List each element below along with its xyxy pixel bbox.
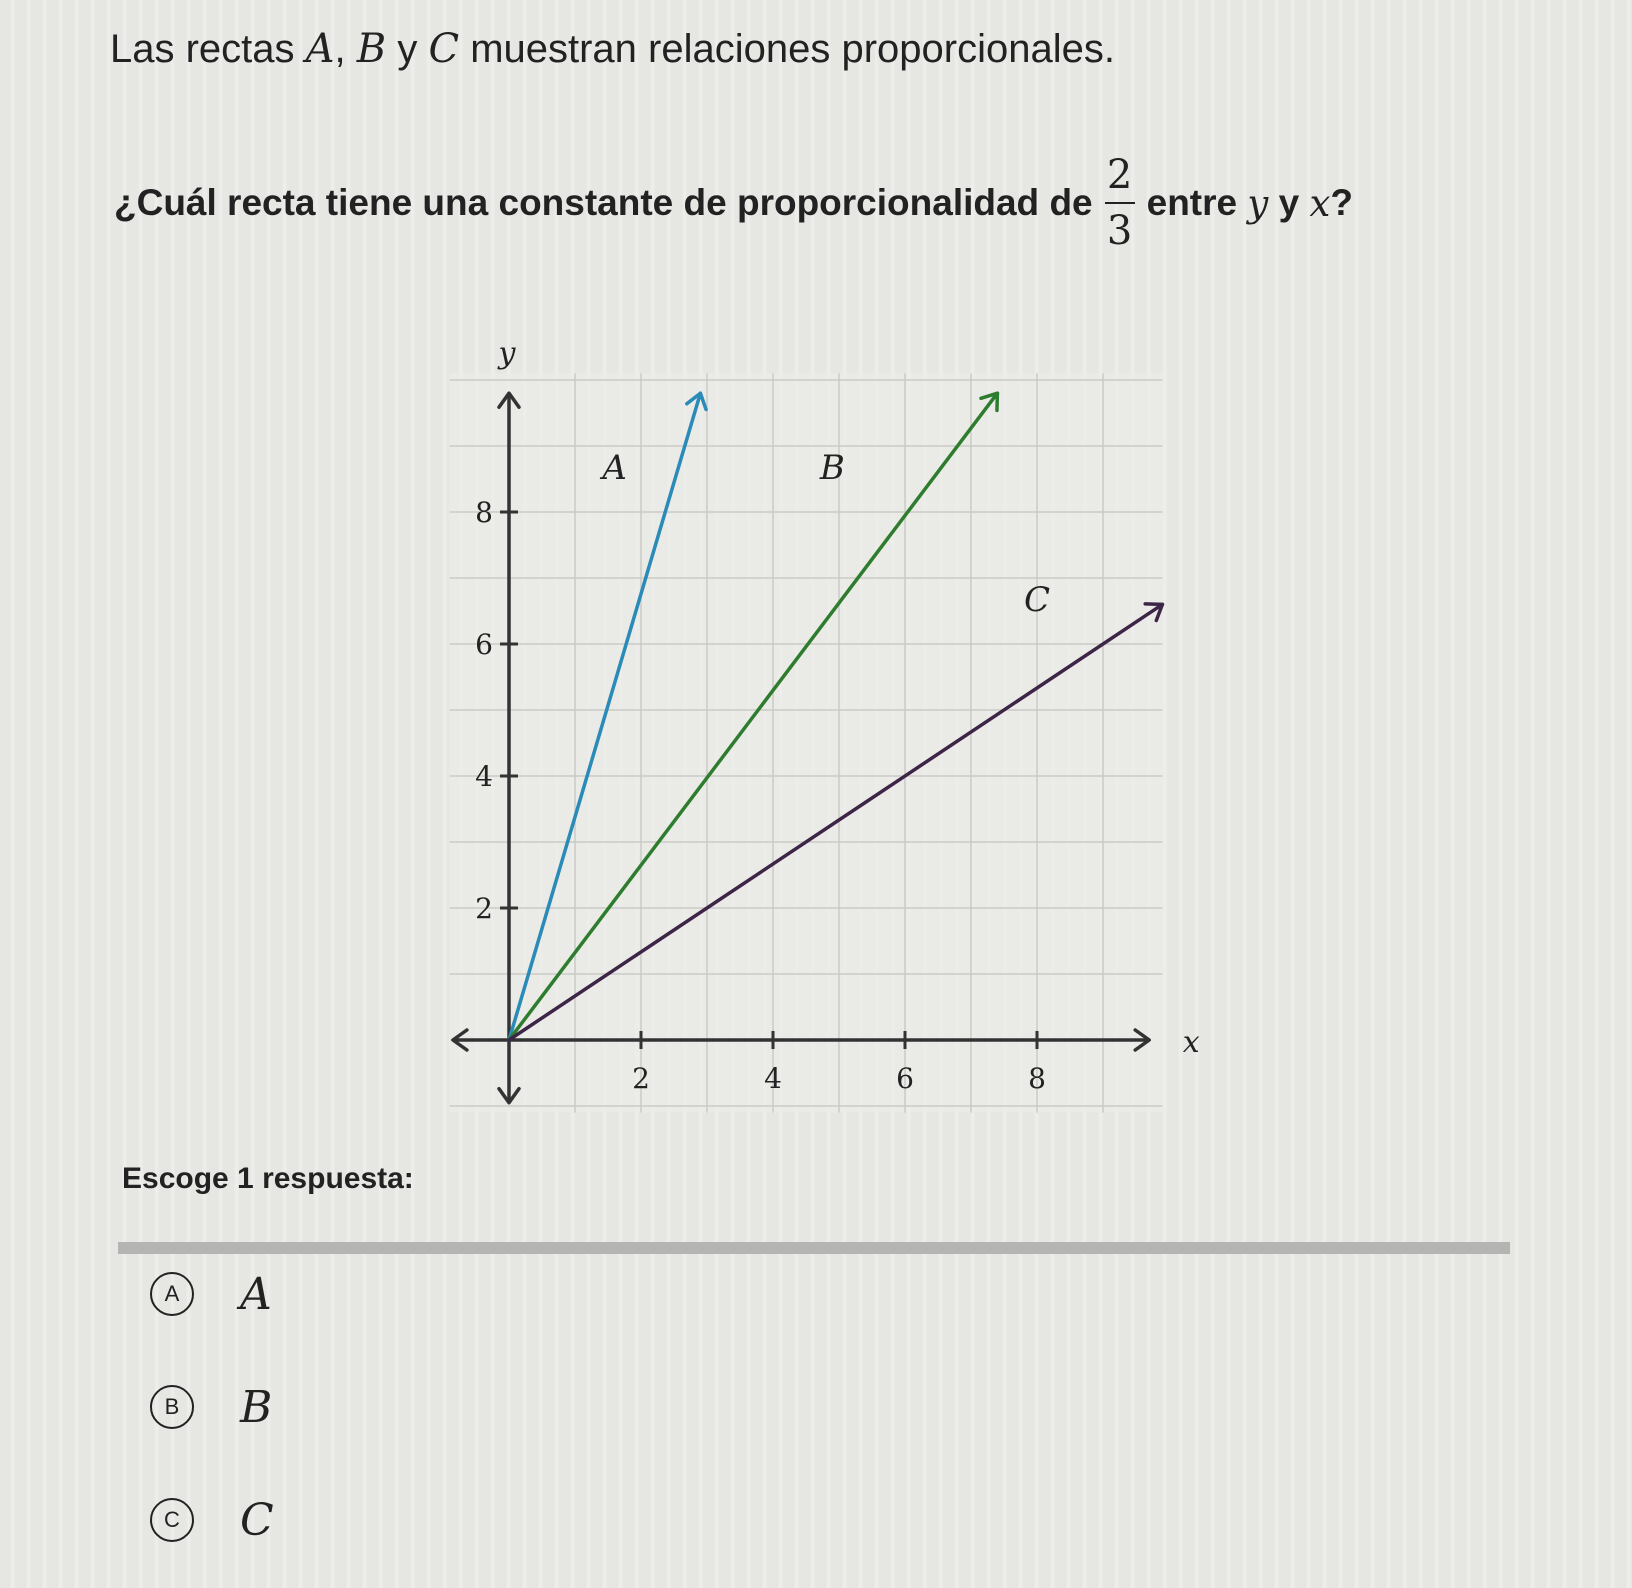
- fraction-numerator: 2: [1106, 152, 1133, 198]
- title-var-b: B: [356, 26, 387, 72]
- question-var-x: x: [1309, 181, 1331, 225]
- divider: [118, 1242, 1510, 1254]
- answer-prompt: Escoge 1 respuesta:: [122, 1162, 414, 1195]
- choice-a-bubble[interactable]: A: [150, 1272, 194, 1316]
- title-and: y: [397, 27, 418, 71]
- y-tick-label: 8: [475, 496, 493, 529]
- choice-a-label: A: [240, 1268, 272, 1320]
- question-qmark: ?: [1330, 182, 1353, 223]
- x-tick-label: 8: [1028, 1062, 1046, 1095]
- choice-b-label: B: [240, 1381, 273, 1433]
- x-tick-label: 2: [632, 1062, 650, 1095]
- question-var-y: y: [1247, 181, 1269, 225]
- x-tick-label: 4: [764, 1062, 782, 1095]
- title-suffix: muestran relaciones proporcionales.: [470, 27, 1115, 71]
- title-var-a: A: [305, 26, 335, 72]
- title-prefix: Las rectas: [110, 27, 295, 71]
- line-label-c: C: [1023, 580, 1051, 620]
- title-comma: ,: [334, 27, 346, 71]
- choice-c-bubble[interactable]: C: [150, 1498, 194, 1542]
- y-tick-label: 6: [475, 628, 493, 661]
- choice-b[interactable]: [150, 1376, 272, 1438]
- y-tick-label: 2: [475, 892, 493, 925]
- choice-c[interactable]: [150, 1489, 274, 1551]
- line-label-a: A: [602, 448, 627, 488]
- choice-c-label: C: [240, 1494, 274, 1546]
- choice-b-bubble[interactable]: B: [150, 1385, 194, 1429]
- question-body: ¿Cuál recta tiene una constante de proporcionalidad de: [114, 182, 1093, 223]
- x-tick-label: 6: [896, 1062, 914, 1095]
- y-tick-label: 4: [475, 760, 493, 793]
- question-between: entre: [1146, 182, 1238, 223]
- title-var-c: C: [428, 26, 460, 72]
- x-axis-label: x: [1182, 1025, 1200, 1060]
- choice-a[interactable]: [150, 1263, 272, 1325]
- fraction-denominator: 3: [1106, 208, 1133, 254]
- question-and: y: [1278, 182, 1300, 223]
- line-label-b: B: [819, 448, 845, 488]
- y-axis-label: y: [498, 336, 516, 372]
- graph-background: [450, 373, 1163, 1112]
